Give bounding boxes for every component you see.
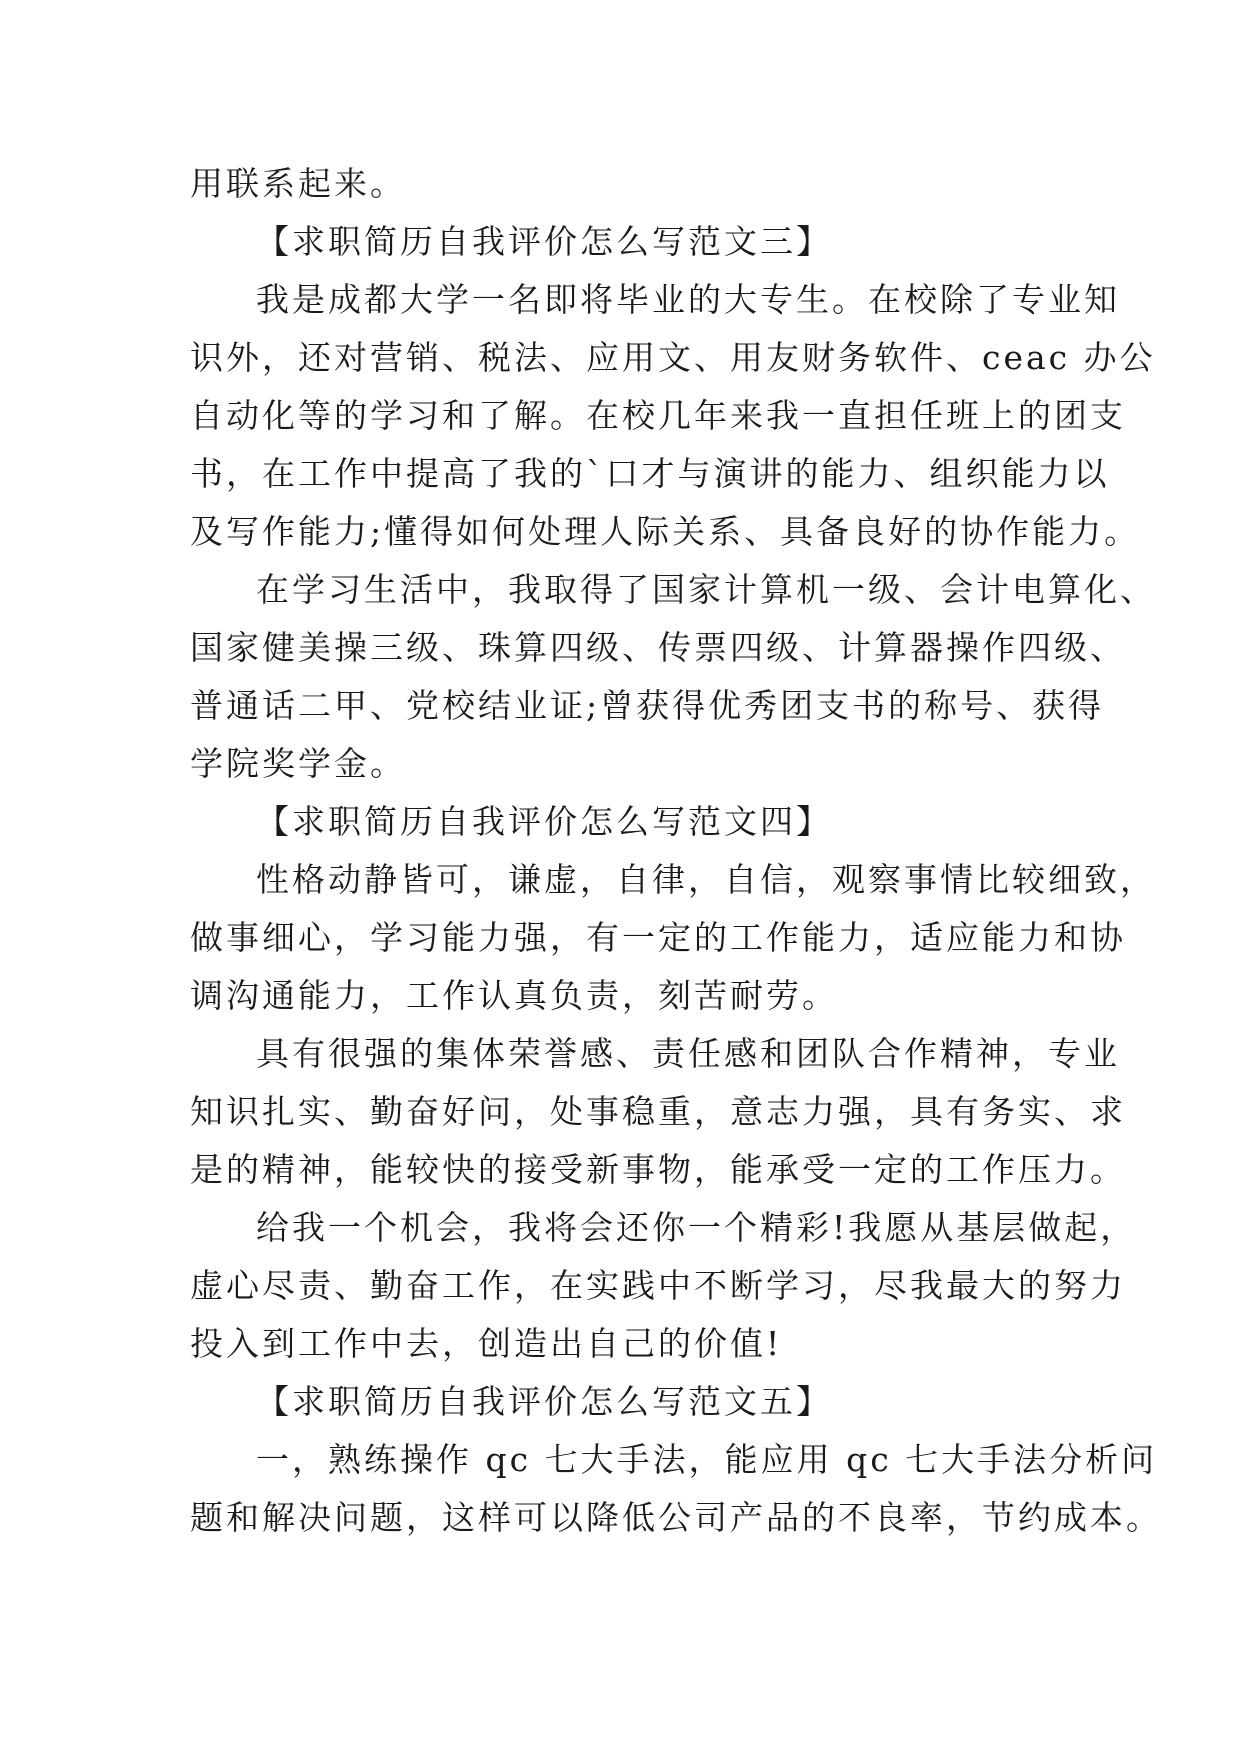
text-line: 一，熟练操作 qc 七大手法，能应用 qc 七大手法分析问 <box>256 1440 1158 1479</box>
text-line: 虚心尽责、勤奋工作，在实践中不断学习，尽我最大的努力 <box>190 1266 1126 1305</box>
text-line: 用联系起来。 <box>190 164 406 203</box>
text-line: 书，在工作中提高了我的`口才与演讲的能力、组织能力以 <box>190 454 1110 493</box>
text-line: 调沟通能力，工作认真负责，刻苦耐劳。 <box>190 976 838 1015</box>
text-line: 我是成都大学一名即将毕业的大专生。在校除了专业知 <box>256 280 1120 319</box>
text-line: 国家健美操三级、珠算四级、传票四级、计算器操作四级、 <box>190 628 1126 667</box>
text-line: 自动化等的学习和了解。在校几年来我一直担任班上的团支 <box>190 396 1126 435</box>
text-line: 识外，还对营销、税法、应用文、用友财务软件、ceac 办公 <box>190 338 1156 377</box>
text-line: 做事细心，学习能力强，有一定的工作能力，适应能力和协 <box>190 918 1126 957</box>
text-line: 给我一个机会，我将会还你一个精彩!我愿从基层做起， <box>256 1208 1137 1247</box>
text-line: 是的精神，能较快的接受新事物，能承受一定的工作压力。 <box>190 1150 1126 1189</box>
text-line: 性格动静皆可，谦虚，自律，自信，观察事情比较细致， <box>256 860 1156 899</box>
section-heading-5: 【求职简历自我评价怎么写范文五】 <box>256 1382 832 1421</box>
text-line: 投入到工作中去，创造出自己的价值! <box>190 1324 783 1363</box>
text-line: 在学习生活中，我取得了国家计算机一级、会计电算化、 <box>256 570 1156 609</box>
section-heading-4: 【求职简历自我评价怎么写范文四】 <box>256 802 832 841</box>
text-line: 题和解决问题，这样可以降低公司产品的不良率，节约成本。 <box>190 1498 1162 1537</box>
text-line: 学院奖学金。 <box>190 744 406 783</box>
text-line: 及写作能力;懂得如何处理人际关系、具备良好的协作能力。 <box>190 512 1141 551</box>
section-heading-3: 【求职简历自我评价怎么写范文三】 <box>256 222 832 261</box>
text-line: 具有很强的集体荣誉感、责任感和团队合作精神，专业 <box>256 1034 1120 1073</box>
text-line: 普通话二甲、党校结业证;曾获得优秀团支书的称号、获得 <box>190 686 1105 725</box>
text-line: 知识扎实、勤奋好问，处事稳重，意志力强，具有务实、求 <box>190 1092 1126 1131</box>
